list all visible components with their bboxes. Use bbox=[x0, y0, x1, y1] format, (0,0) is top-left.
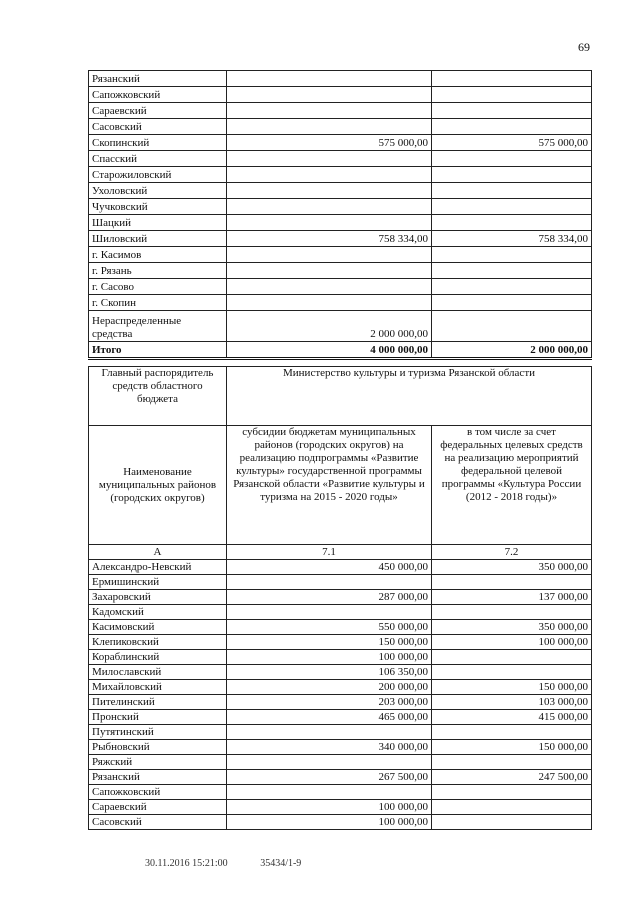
row-col2: 103 000,00 bbox=[432, 695, 592, 710]
table-row bbox=[89, 770, 592, 785]
table-row bbox=[89, 247, 592, 263]
table-row bbox=[89, 215, 592, 231]
row-name: Сасовский bbox=[89, 815, 227, 830]
table-row bbox=[89, 560, 592, 575]
row-col2 bbox=[432, 103, 592, 119]
row-col2 bbox=[432, 199, 592, 215]
table-row bbox=[89, 135, 592, 151]
row-col2: 350 000,00 bbox=[432, 560, 592, 575]
row-col1 bbox=[227, 103, 432, 119]
row-col1 bbox=[227, 725, 432, 740]
row-name: Шиловский bbox=[89, 231, 227, 247]
table-row bbox=[89, 785, 592, 800]
row-col1: 267 500,00 bbox=[227, 770, 432, 785]
total-col1: 4 000 000,00 bbox=[227, 342, 432, 359]
table-row bbox=[89, 605, 592, 620]
row-col1: 575 000,00 bbox=[227, 135, 432, 151]
row-col1 bbox=[227, 151, 432, 167]
row-name: Кадомский bbox=[89, 605, 227, 620]
table-row bbox=[89, 620, 592, 635]
row-col2: 150 000,00 bbox=[432, 680, 592, 695]
row-name: Пронский bbox=[89, 710, 227, 725]
row-name: Ермишинский bbox=[89, 575, 227, 590]
footer-doc-id: 35434/1-9 bbox=[260, 858, 302, 869]
row-col2 bbox=[432, 755, 592, 770]
table-row bbox=[89, 119, 592, 135]
row-col2: 137 000,00 bbox=[432, 590, 592, 605]
row-name: Клепиковский bbox=[89, 635, 227, 650]
row-col1: 450 000,00 bbox=[227, 560, 432, 575]
undistributed-row bbox=[89, 311, 592, 342]
row-col1: 203 000,00 bbox=[227, 695, 432, 710]
row-name: Сараевский bbox=[89, 103, 227, 119]
row-col1 bbox=[227, 755, 432, 770]
row-col1: 340 000,00 bbox=[227, 740, 432, 755]
row-name: Сапожковский bbox=[89, 785, 227, 800]
row-name: Сараевский bbox=[89, 800, 227, 815]
table-row bbox=[89, 279, 592, 295]
row-col1 bbox=[227, 183, 432, 199]
table-row bbox=[89, 575, 592, 590]
table-row bbox=[89, 103, 592, 119]
row-name: Чучковский bbox=[89, 199, 227, 215]
row-col1 bbox=[227, 71, 432, 87]
row-col1 bbox=[227, 87, 432, 103]
total-col2: 2 000 000,00 bbox=[432, 342, 592, 359]
table-row bbox=[89, 710, 592, 725]
row-name: Рязанский bbox=[89, 770, 227, 785]
table-row bbox=[89, 87, 592, 103]
table-row bbox=[89, 295, 592, 311]
index-7-1: 7.1 bbox=[227, 545, 432, 560]
table-row bbox=[89, 167, 592, 183]
undistributed-col1: 2 000 000,00 bbox=[227, 311, 432, 342]
row-col2 bbox=[432, 785, 592, 800]
row-col2 bbox=[432, 167, 592, 183]
row-name: Милославский bbox=[89, 665, 227, 680]
row-col2 bbox=[432, 263, 592, 279]
row-col2: 247 500,00 bbox=[432, 770, 592, 785]
row-name: Рязанский bbox=[89, 71, 227, 87]
total-label: Итого bbox=[89, 342, 227, 359]
table-row bbox=[89, 71, 592, 87]
header-municipal: Наименование муниципальных районов (городских округов) bbox=[89, 426, 227, 545]
table-row bbox=[89, 635, 592, 650]
row-col1: 550 000,00 bbox=[227, 620, 432, 635]
row-col2 bbox=[432, 295, 592, 311]
undistributed-name: Нераспределенные средства bbox=[89, 311, 227, 342]
row-col2 bbox=[432, 71, 592, 87]
row-col2: 100 000,00 bbox=[432, 635, 592, 650]
row-col2 bbox=[432, 650, 592, 665]
row-col1: 100 000,00 bbox=[227, 650, 432, 665]
row-col2 bbox=[432, 665, 592, 680]
row-name: Захаровский bbox=[89, 590, 227, 605]
footer-timestamp: 30.11.2016 15:21:00 bbox=[145, 858, 228, 869]
row-col2 bbox=[432, 247, 592, 263]
row-col2 bbox=[432, 119, 592, 135]
table-row bbox=[89, 650, 592, 665]
header-main-holder: Главный распорядитель средств областного бюджета bbox=[89, 367, 227, 426]
row-col2: 575 000,00 bbox=[432, 135, 592, 151]
row-col1: 465 000,00 bbox=[227, 710, 432, 725]
row-col2 bbox=[432, 215, 592, 231]
row-col1 bbox=[227, 295, 432, 311]
header-col2: в том числе за счет федеральных целевых средств на реализацию мероприятий федеральной целевой программы «Культура России (2012 - 2018 годы)» bbox=[432, 426, 592, 545]
row-col2 bbox=[432, 183, 592, 199]
table-row bbox=[89, 740, 592, 755]
table-row bbox=[89, 755, 592, 770]
table-row bbox=[89, 695, 592, 710]
row-col2: 415 000,00 bbox=[432, 710, 592, 725]
table-row bbox=[89, 183, 592, 199]
row-col1 bbox=[227, 263, 432, 279]
row-col1 bbox=[227, 605, 432, 620]
table-row bbox=[89, 665, 592, 680]
row-name: г. Сасово bbox=[89, 279, 227, 295]
header-ministry: Министерство культуры и туризма Рязанской области bbox=[227, 367, 592, 426]
row-col1 bbox=[227, 247, 432, 263]
row-name: г. Скопин bbox=[89, 295, 227, 311]
row-name: Михайловский bbox=[89, 680, 227, 695]
funding-table-bottom bbox=[88, 366, 592, 830]
row-col1 bbox=[227, 167, 432, 183]
row-col2 bbox=[432, 800, 592, 815]
row-col2 bbox=[432, 279, 592, 295]
row-col1 bbox=[227, 119, 432, 135]
row-name: Скопинский bbox=[89, 135, 227, 151]
index-7-2: 7.2 bbox=[432, 545, 592, 560]
row-name: Рыбновский bbox=[89, 740, 227, 755]
table-row bbox=[89, 263, 592, 279]
row-col2 bbox=[432, 605, 592, 620]
funding-table-bottom-body bbox=[89, 560, 592, 830]
row-col2: 350 000,00 bbox=[432, 620, 592, 635]
total-row bbox=[89, 342, 592, 359]
row-name: Шацкий bbox=[89, 215, 227, 231]
funding-table-top bbox=[88, 70, 592, 360]
row-name: г. Касимов bbox=[89, 247, 227, 263]
table-row bbox=[89, 815, 592, 830]
row-name: Кораблинский bbox=[89, 650, 227, 665]
row-name: г. Рязань bbox=[89, 263, 227, 279]
row-col1 bbox=[227, 199, 432, 215]
row-col1 bbox=[227, 279, 432, 295]
row-col1: 150 000,00 bbox=[227, 635, 432, 650]
row-name: Спасский bbox=[89, 151, 227, 167]
row-col1: 200 000,00 bbox=[227, 680, 432, 695]
row-col1: 287 000,00 bbox=[227, 590, 432, 605]
row-name: Ухоловский bbox=[89, 183, 227, 199]
table-row bbox=[89, 590, 592, 605]
row-name: Ряжский bbox=[89, 755, 227, 770]
table-row bbox=[89, 800, 592, 815]
row-name: Старожиловский bbox=[89, 167, 227, 183]
header-col1: субсидии бюджетам муниципальных районов (городских округов) на реализацию подпрограммы «Развитие культуры» государственной программы Рязанской области «Развитие культуры и туризма на 2015 - 2020 годы» bbox=[227, 426, 432, 545]
header-row-columns bbox=[89, 426, 592, 545]
table-row bbox=[89, 231, 592, 247]
row-col2 bbox=[432, 725, 592, 740]
row-col1: 106 350,00 bbox=[227, 665, 432, 680]
table-row bbox=[89, 199, 592, 215]
row-name: Александро-Невский bbox=[89, 560, 227, 575]
page-number: 69 bbox=[578, 40, 590, 54]
row-col2 bbox=[432, 575, 592, 590]
row-name: Сасовский bbox=[89, 119, 227, 135]
table-row bbox=[89, 725, 592, 740]
row-col2: 758 334,00 bbox=[432, 231, 592, 247]
row-col1: 100 000,00 bbox=[227, 800, 432, 815]
row-col1: 758 334,00 bbox=[227, 231, 432, 247]
row-col1 bbox=[227, 785, 432, 800]
row-col2 bbox=[432, 815, 592, 830]
undistributed-col2 bbox=[432, 311, 592, 342]
row-col1 bbox=[227, 215, 432, 231]
row-name: Путятинский bbox=[89, 725, 227, 740]
table-row bbox=[89, 680, 592, 695]
row-col2 bbox=[432, 151, 592, 167]
row-name: Пителинский bbox=[89, 695, 227, 710]
index-a: А bbox=[89, 545, 227, 560]
row-name: Касимовский bbox=[89, 620, 227, 635]
funding-table-top-body bbox=[89, 71, 592, 311]
table-row bbox=[89, 151, 592, 167]
row-col1 bbox=[227, 575, 432, 590]
row-col2: 150 000,00 bbox=[432, 740, 592, 755]
row-col2 bbox=[432, 87, 592, 103]
header-row-holder bbox=[89, 367, 592, 426]
row-name: Сапожковский bbox=[89, 87, 227, 103]
index-row bbox=[89, 545, 592, 560]
row-col1: 100 000,00 bbox=[227, 815, 432, 830]
footer bbox=[145, 858, 331, 869]
